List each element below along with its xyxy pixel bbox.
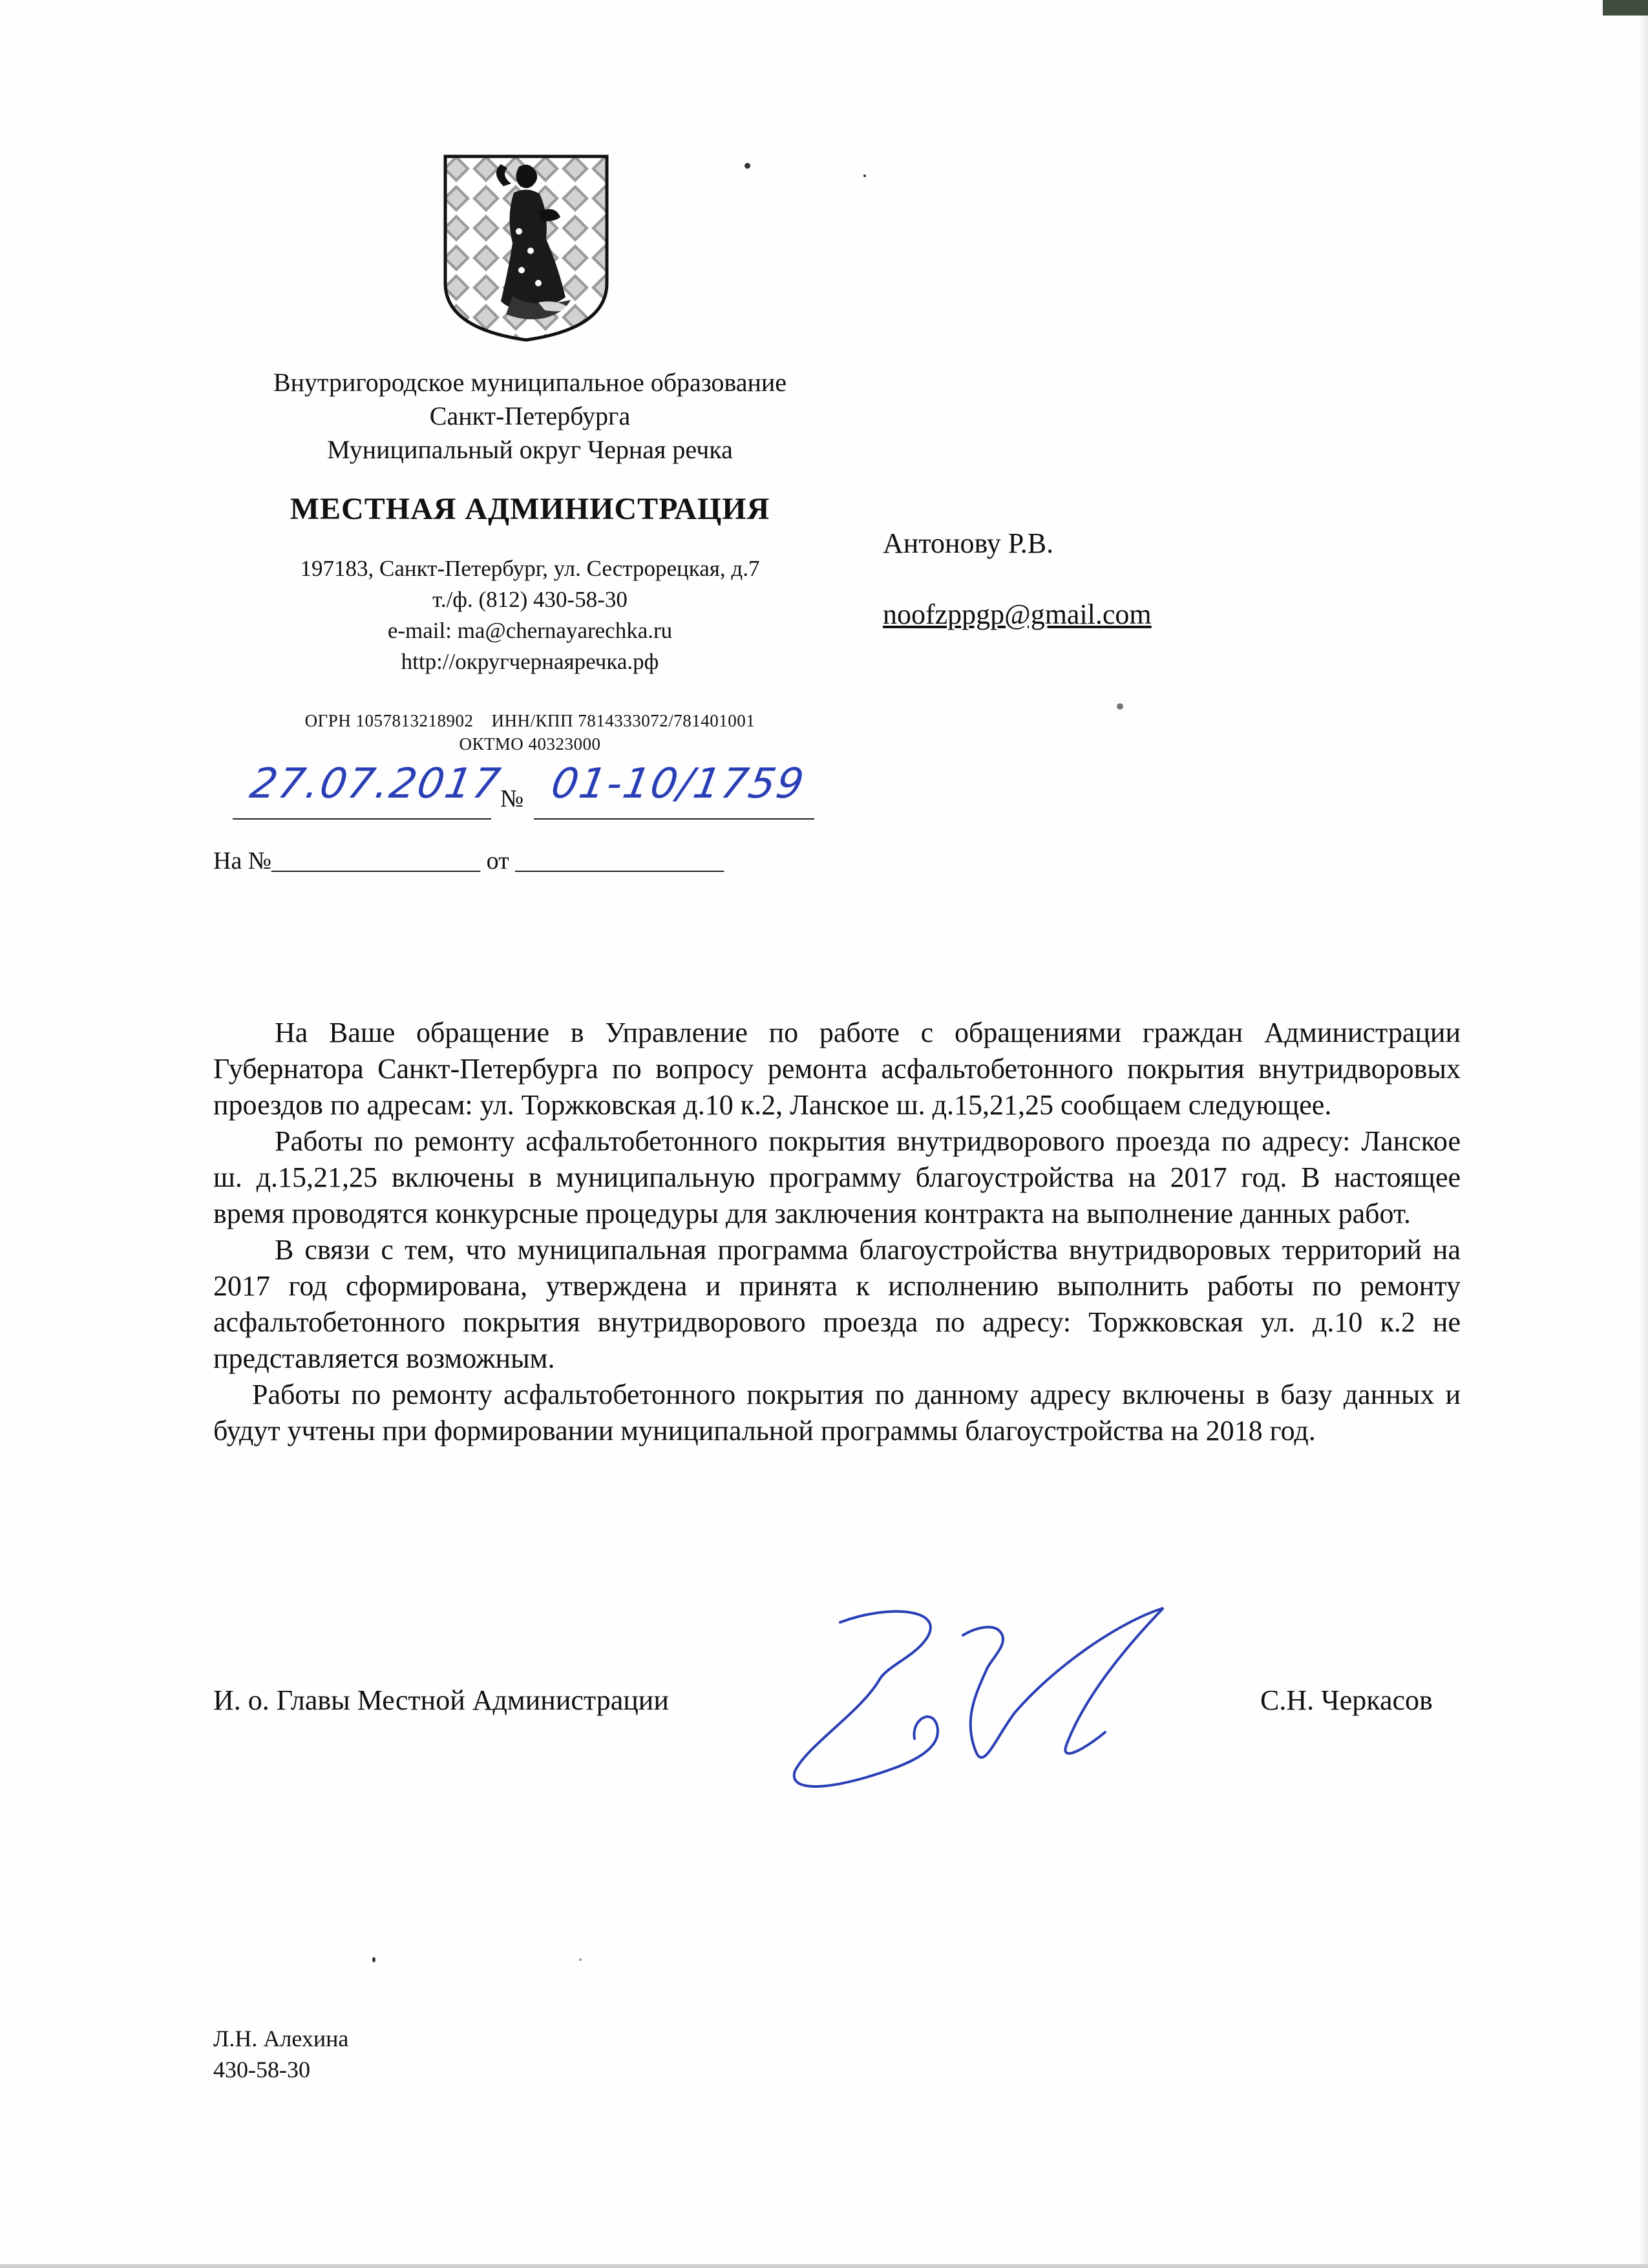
scan-edge-corner (1603, 0, 1648, 16)
signatory-name: С.Н. Черкасов (1260, 1684, 1433, 1716)
outgoing-date: 27.07.2017 (246, 760, 505, 808)
registration-codes (194, 710, 866, 732)
outgoing-number: 01-10/1759 (547, 760, 808, 808)
inn-kpp: ИНН/КПП 7814333072/781401001 (491, 711, 755, 730)
body-paragraph-4: Работы по ремонту асфальтобетонного покрытия по данному адресу включены в базу данных и будут учтены при формировании муниципальной программы благоустройства на 2018 год. (213, 1379, 1461, 1447)
scan-speck (1117, 703, 1123, 710)
admin-title: МЕСТНАЯ АДМИНИСТРАЦИЯ (290, 492, 770, 526)
scan-speck (745, 163, 750, 169)
scan-edge-right (1639, 0, 1648, 2268)
body-paragraph-1: На Ваше обращение в Управление по работе с обращениями граждан Администрации Губернатора Санкт-Петербурга по вопросу ремонта асфальтобетонного покрытия внутридворовых проездов по адресам: ул. Торжковская д.10 к.2, Ланское ш. д.15,21,25 сообщаем следующее. (213, 1017, 1461, 1121)
website-line: http://округчернаяречка.рф (401, 649, 659, 674)
ogrn: ОГРН 1057813218902 (304, 711, 474, 730)
executor-block (213, 2023, 348, 2085)
incoming-reference: На №_________________ от _________________ (213, 847, 724, 874)
letter-body (213, 1015, 1461, 1449)
oktmo: ОКТМО 40323000 (459, 734, 601, 754)
handwritten-signature-icon (782, 1596, 1247, 1803)
scan-speck (863, 175, 866, 177)
email-line: e-mail: ma@chernayarechka.ru (387, 618, 673, 643)
scan-speck (579, 1958, 582, 1961)
scan-speck (372, 1957, 375, 1962)
org-line-1: Внутригородское муниципальное образование (273, 368, 787, 397)
letterhead (194, 0, 866, 754)
executor-name: Л.Н. Алехина (213, 2026, 349, 2051)
org-line-2: Санкт-Петербурга (429, 401, 631, 430)
addressee-name: Антонову Р.В. (883, 527, 1054, 559)
address-line: 197183, Санкт-Петербург, ул. Сестрорецкая, д.7 (300, 556, 760, 581)
outgoing-registration (233, 756, 814, 814)
number-sign: № (500, 785, 524, 812)
scan-edge-bottom (0, 2264, 1648, 2268)
executor-phone: 430-58-30 (213, 2057, 310, 2083)
org-line-3: Муниципальный округ Черная речка (327, 435, 733, 464)
phone-line: т./ф. (812) 430-58-30 (432, 587, 628, 612)
body-paragraph-2: Работы по ремонту асфальтобетонного покрытия внутридворового проезда по адресу: Ланское ш. д.15,21,25 включены в муниципальную программу благоустройства на 2017 год. В настоящее время проводятся конкурсные процедуры для заключения контракта на выполнение данных работ. (213, 1125, 1461, 1229)
date-underline (233, 818, 491, 820)
signatory-role: И. о. Главы Местной Администрации (213, 1684, 669, 1716)
addressee-email[interactable]: noofzppgp@gmail.com (883, 599, 1152, 630)
number-underline (534, 818, 814, 820)
body-paragraph-3: В связи с тем, что муниципальная программа благоустройства внутридворовых территорий на 2017 год сформирована, утверждена и принята к исполнению выполнить работы по ремонту асфальтобетонного покрытия внутридворового проезда по адресу: Торжковская ул. д.10 к.2 не представляется возможным. (213, 1234, 1461, 1374)
